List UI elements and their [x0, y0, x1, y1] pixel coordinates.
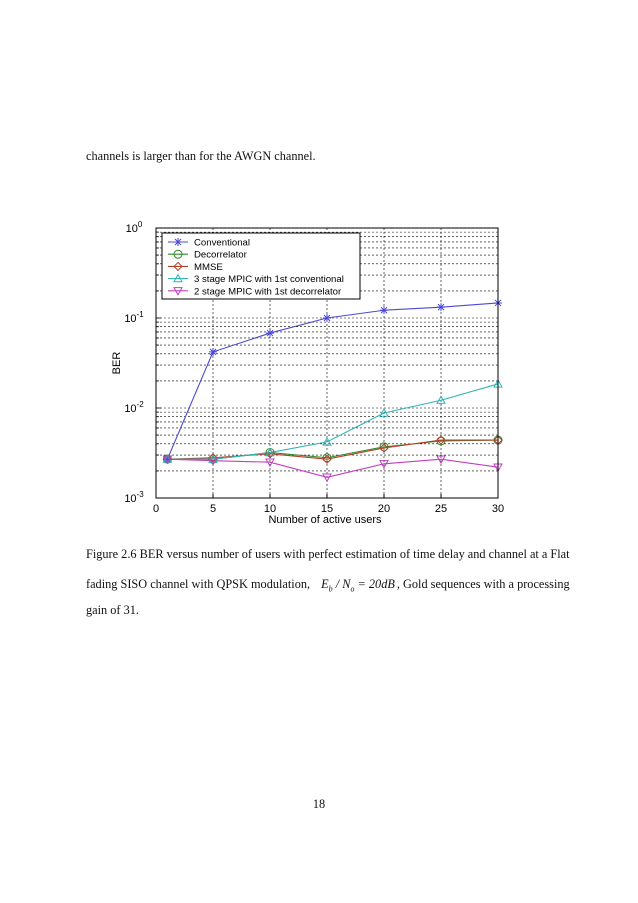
caption-line-2	[86, 576, 570, 597]
legend-swatch-marker	[174, 238, 182, 246]
x-tick-label: 0	[152, 503, 160, 515]
data-point	[209, 348, 217, 356]
data-point	[323, 314, 331, 322]
x-tick-label: 10	[263, 503, 277, 515]
caption-line-2-pre: fading SISO channel with QPSK modulation,	[86, 577, 311, 591]
legend-label: Conventional	[194, 237, 251, 249]
snr-equation: $E_b / N_o = 20dB$	[321, 577, 395, 594]
x-tick-label: 30	[491, 503, 505, 515]
x-tick-label: 15	[320, 503, 334, 515]
series-line-3	[167, 384, 498, 459]
legend-label: MMSE	[194, 261, 223, 273]
x-axis-label: Number of active users	[268, 514, 382, 526]
series-markers	[163, 299, 502, 481]
x-tick-label: 5	[209, 503, 217, 515]
y-axis-label: BER	[111, 351, 123, 375]
intro-text: channels is larger than for the AWGN channel.	[86, 149, 316, 163]
y-tick-label: $10^{-3}$	[124, 490, 144, 505]
caption-line-3: gain of 31.	[86, 603, 139, 617]
caption-line-2-post: , Gold sequences with a processing	[396, 577, 570, 591]
series-lines	[167, 303, 498, 477]
series-line-1	[167, 440, 498, 459]
y-tick-label: $10^{-2}$	[124, 400, 144, 415]
legend-label: 3 stage MPIC with 1st conventional	[194, 274, 344, 286]
ber-figure	[98, 212, 518, 530]
y-tick-label: $10^0$	[125, 220, 143, 235]
data-point	[437, 303, 445, 311]
caption-line-1: Figure 2.6 BER versus number of users with perfect estimation of time delay and channel at a Flat	[86, 547, 570, 561]
y-tick-label: $10^{-1}$	[124, 310, 144, 325]
legend-label: 2 stage MPIC with 1st decorrelator	[194, 286, 342, 298]
page-number: 18	[312, 797, 326, 811]
x-tick-label: 20	[377, 503, 391, 515]
legend-label: Decorrelator	[194, 249, 247, 261]
data-point	[266, 329, 274, 337]
x-tick-label: 25	[434, 503, 448, 515]
ber-chart	[98, 212, 518, 530]
data-point	[380, 306, 388, 314]
legend	[162, 233, 360, 299]
